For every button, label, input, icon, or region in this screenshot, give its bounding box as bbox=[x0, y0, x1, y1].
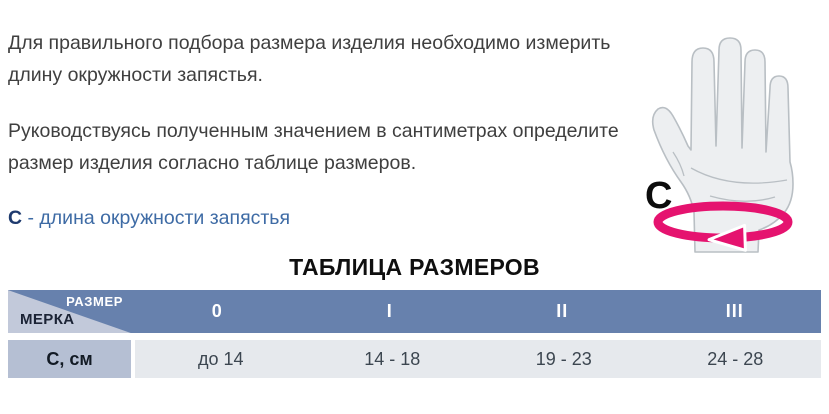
size-value-0: до 14 bbox=[197, 348, 244, 369]
size-table-data-row bbox=[8, 340, 821, 378]
size-table-header-row bbox=[8, 290, 821, 333]
hand-shape bbox=[653, 38, 793, 252]
size-value-3: 24 - 28 bbox=[707, 348, 764, 369]
intro-paragraph-1: Для правильного подбора размера изделия необходимо измерить длину окружности запястья. bbox=[8, 32, 611, 86]
size-values bbox=[135, 340, 821, 378]
column-header-3: III bbox=[725, 301, 744, 321]
size-table-corner-cell bbox=[8, 290, 131, 333]
size-table bbox=[8, 290, 821, 378]
hand-measure-label: C bbox=[645, 175, 673, 217]
intro-text bbox=[0, 0, 663, 233]
hand-illustration bbox=[635, 0, 825, 254]
measurement-legend bbox=[8, 203, 663, 233]
intro-paragraph-2: Руководствуясь полученным значением в сантиметрах определите размер изделия согласно таблице размеров. bbox=[8, 120, 619, 174]
column-header-0: 0 bbox=[211, 301, 223, 321]
column-header-1: I bbox=[386, 301, 393, 321]
row-label: С, см bbox=[8, 340, 131, 378]
column-header-2: II bbox=[556, 301, 569, 321]
size-table-title: ТАБЛИЦА РАЗМЕРОВ bbox=[289, 254, 540, 280]
legend-text: - длина окружности запястья bbox=[22, 207, 291, 229]
size-value-2: 19 - 23 bbox=[535, 348, 592, 369]
size-value-1: 14 - 18 bbox=[364, 348, 421, 369]
corner-label-size: РАЗМЕР bbox=[66, 294, 123, 309]
hand-icon bbox=[635, 0, 825, 254]
legend-key: С bbox=[8, 207, 23, 229]
corner-label-measure: МЕРКА bbox=[20, 311, 75, 328]
